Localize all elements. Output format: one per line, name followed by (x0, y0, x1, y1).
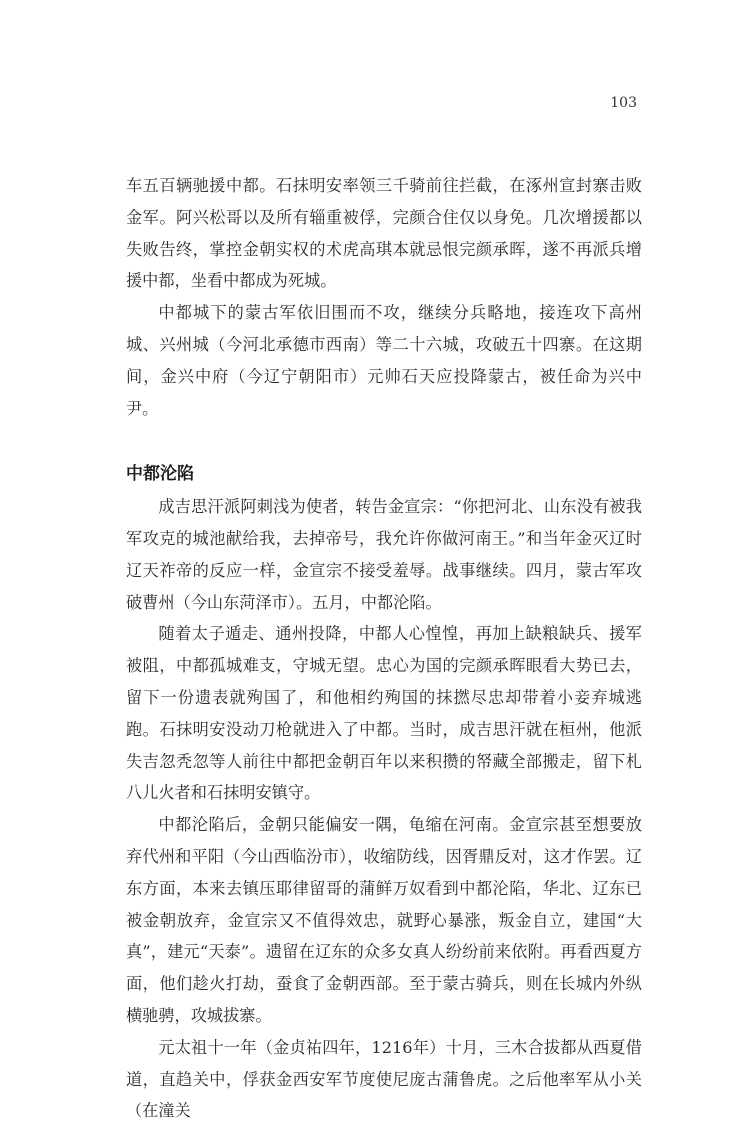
page-number: 103 (610, 95, 637, 111)
paragraph: 成吉思汗派阿刺浅为使者，转告金宣宗：“你把河北、山东没有被我军攻克的城池献给我，去掉帝号，我允许你做河南王。”和当年金灭辽时辽天祚帝的反应一样，金宣宗不接受羞辱。战事继续。四月，蒙古军攻破曹州（今山东菏泽市）。五月，中都沦陷。 (126, 497, 642, 612)
paragraph: 随着太子遁走、通州投降，中都人心惶惶，再加上缺粮缺兵、援军被阻，中都孤城难支，守城无望。忠心为国的完颜承晖眼看大势已去，留下一份遗表就殉国了，和他相约殉国的抹撚尽忠却带着小妾弃城逃跑。石抹明安没动刀枪就进入了中都。当时，成吉思汗就在桓州，他派失吉忽秃忽等人前往中都把金朝百年以来积攒的帑藏全部搬走，留下札八儿火者和石抹明安镇守。 (126, 624, 642, 803)
paragraph: 中都城下的蒙古军依旧围而不攻，继续分兵略地，接连攻下高州城、兴州城（今河北承德市西南）等二十六城，攻破五十四寨。在这期间，金兴中府（今辽宁朝阳市）元帅石天应投降蒙古，被任命为兴中尹。 (126, 303, 642, 418)
page-body (126, 170, 642, 1127)
paragraph-truncated: 元太祖十一年（金贞祐四年，1216年）十月，三木合拔都从西夏借道，直趋关中，俘获金西安军节度使尼庞古蒲鲁虎。之后他率军从小关（在潼关 (126, 1037, 642, 1121)
section-heading: 中都沦陷 (126, 464, 194, 485)
paragraph-continued: 车五百辆驰援中都。石抹明安率领三千骑前往拦截，在涿州宣封寨击败金军。阿兴松哥以及所有辎重被俘，完颜合住仅以身免。几次增援都以失败告终，掌控金朝实权的术虎高琪本就忌恨完颜承晖，遂不再派兵增援中都，坐看中都成为死城。 (126, 176, 642, 291)
section-spacer (126, 424, 642, 459)
paragraph: 中都沦陷后，金朝只能偏安一隅，龟缩在河南。金宣宗甚至想要放弃代州和平阳（今山西临汾市），收缩防线，因胥鼎反对，这才作罢。辽东方面，本来去镇压耶律留哥的蒲鲜万奴看到中都沦陷，华北、辽东已被金朝放弃，金宣宗又不值得效忠，就野心暴涨，叛金自立，建国“大真”，建元“天泰”。遗留在辽东的众多女真人纷纷前来依附。再看西夏方面，他们趁火打劫，蚕食了金朝西部。至于蒙古骑兵，则在长城内外纵横驰骋，攻城拔寨。 (126, 815, 642, 1025)
